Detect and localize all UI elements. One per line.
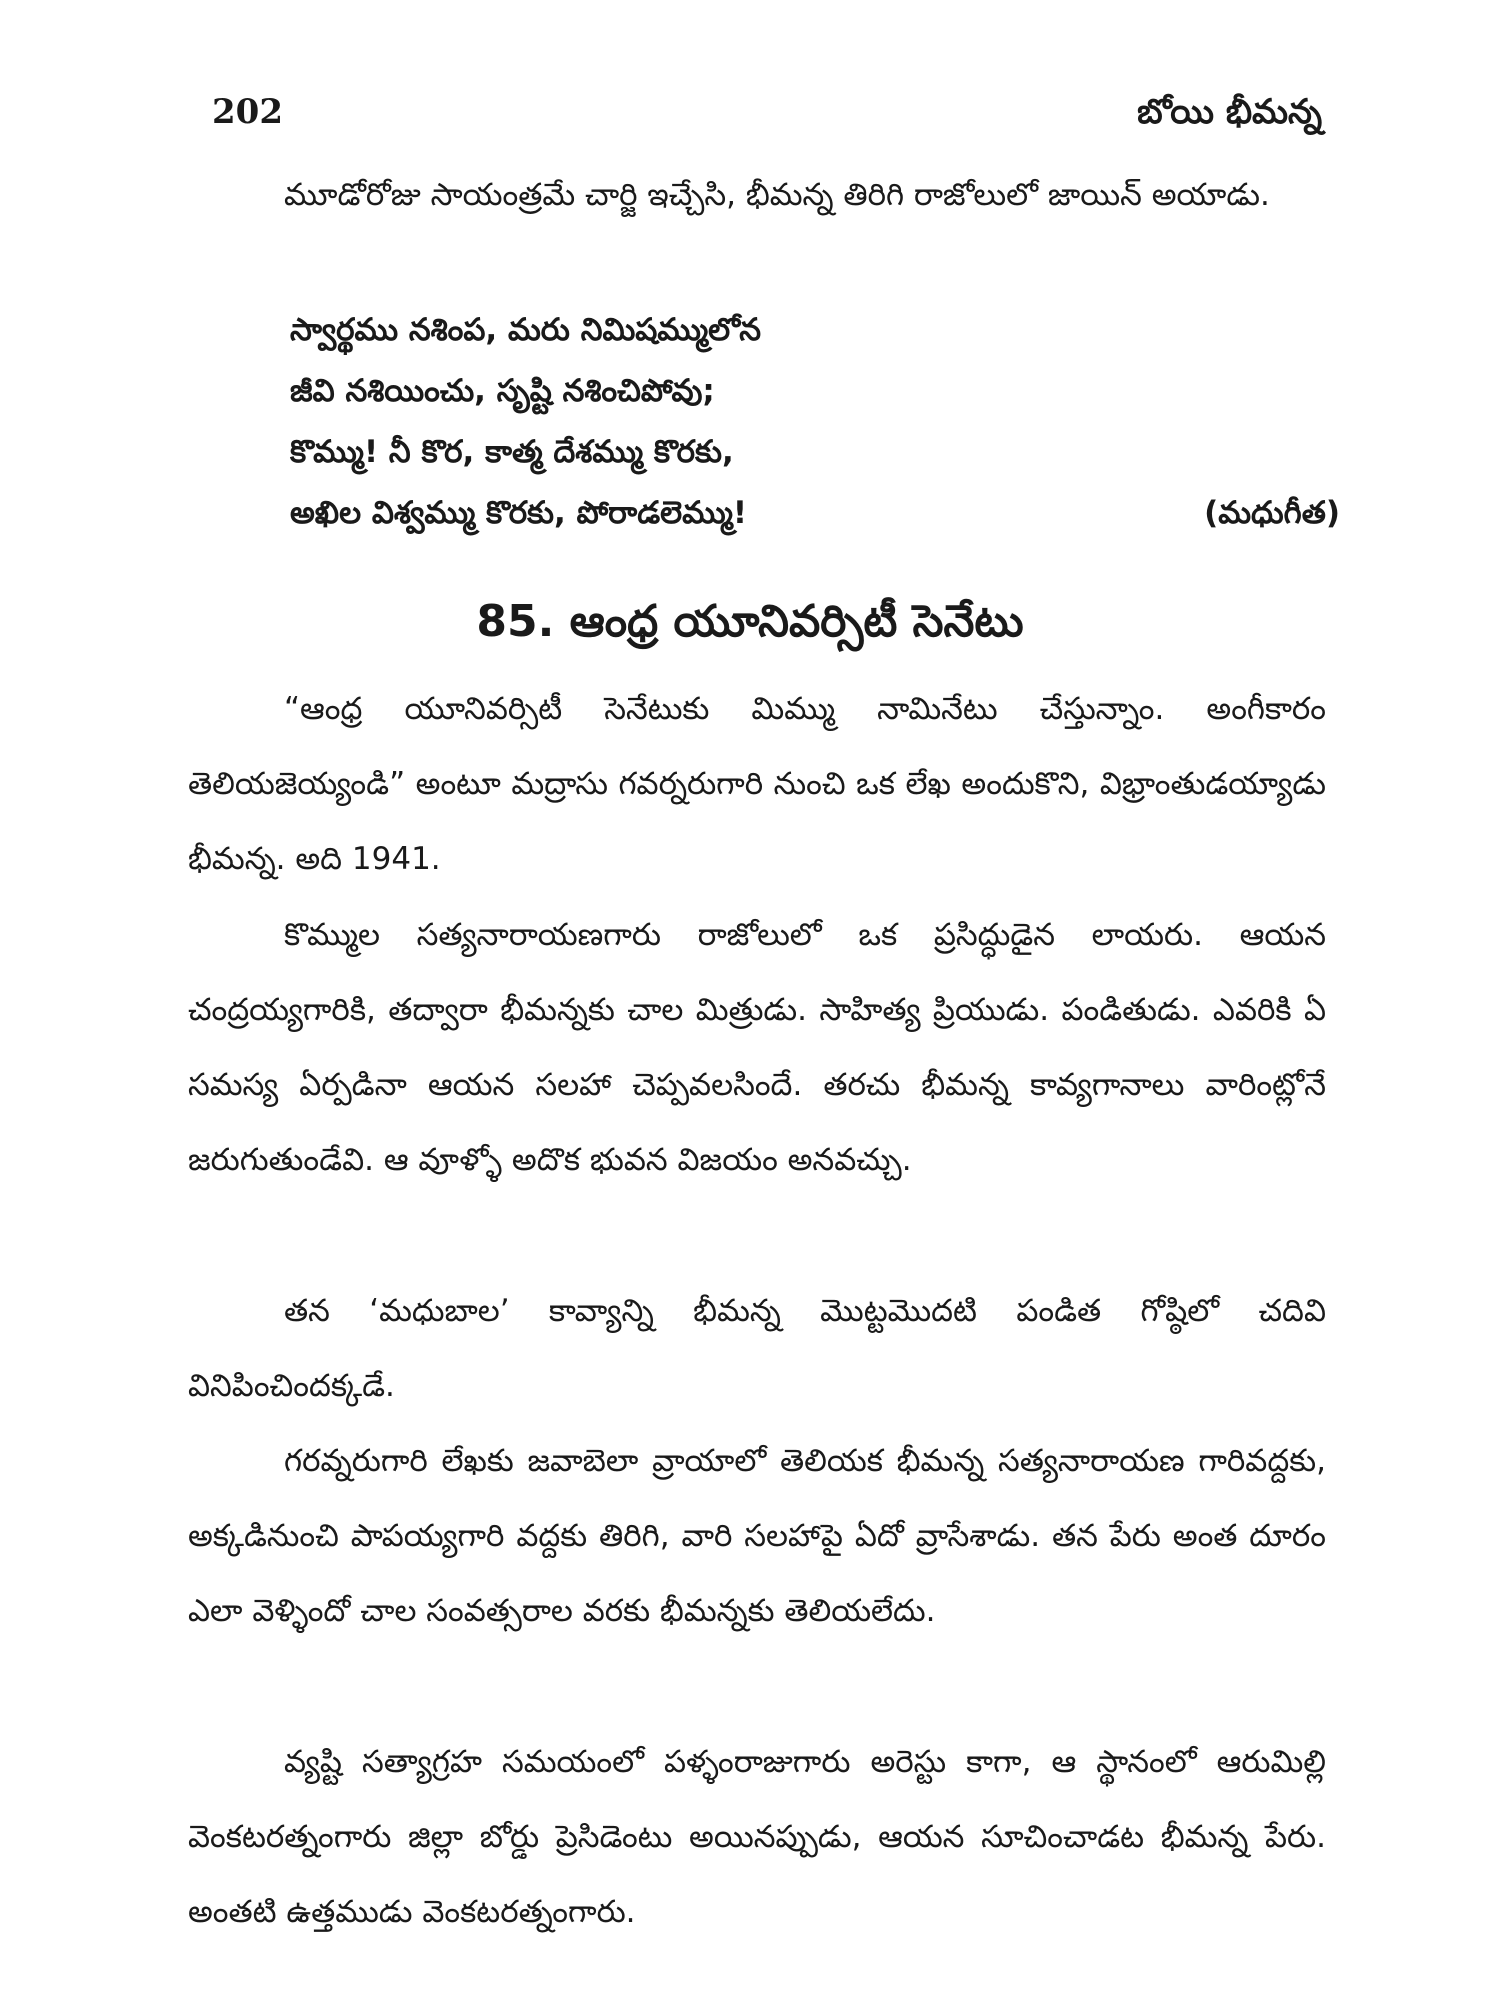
verse-line: అఖిల విశ్వమ్ము కొరకు, పోరాడలెమ్ము! (290, 495, 748, 531)
verse-line: జీవి నశియించు, సృష్టి నశించిపోవు; (290, 373, 715, 409)
body-paragraph: తన ‘మధుబాల’ కావ్యాన్ని భీమన్న మొట్టమొదటి పండిత గోష్ఠిలో చదివి వినిపించిందక్కడే. (188, 1293, 1326, 1404)
verse-source: (మధుగీత) (1204, 495, 1340, 531)
body-paragraph: “ఆంధ్ర యూనివర్సిటీ సెనేటుకు మిమ్ము నామినేటు చేస్తున్నాం. అంగీకారం తెలియజెయ్యండి” అంటూ మద్రాసు గవర్నరుగారి నుంచి ఒక లేఖ అందుకొని, విభ్రాంతుడయ్యాడు భీమన్న. అది 1941. (188, 691, 1326, 877)
opening-paragraph: మూడోరోజు సాయంత్రమే చార్జి ఇచ్చేసి, భీమన్న తిరిగి రాజోలులో జాయిన్ అయాడు. (284, 177, 1270, 213)
page-header (212, 92, 1322, 152)
running-title: బోయి భీమన్న (1137, 92, 1322, 132)
verse-block (290, 300, 1340, 544)
body-paragraph: వ్యష్టి సత్యాగ్రహ సమయంలో పళ్ళంరాజుగారు అరెస్టు కాగా, ఆ స్థానంలో ఆరుమిల్లి వెంకటరత్నంగారు జిల్లా బోర్డు ప్రెసిడెంటు అయినప్పుడు, ఆయన సూచించాడట భీమన్న పేరు. అంతటి ఉత్తముడు వెంకటరత్నంగారు. (188, 1744, 1326, 1930)
page-number: 202 (212, 92, 283, 132)
verse-line: కొమ్ము! నీ కొర, కాత్మ దేశమ్ము కొరకు, (290, 434, 734, 470)
verse-line: స్వార్థము నశింప, మరు నిమిషమ్ములోన (290, 312, 762, 348)
chapter-heading: 85. ఆంధ్ర యూనివర్సిటీ సెనేటు (476, 596, 1024, 647)
body-paragraph: కొమ్ముల సత్యనారాయణగారు రాజోలులో ఒక ప్రసిద్ధుడైన లాయరు. ఆయన చంద్రయ్యగారికి, తద్వారా భీమన్నకు చాల మిత్రుడు. సాహిత్య ప్రియుడు. పండితుడు. ఎవరికి ఏ సమస్య ఏర్పడినా ఆయన సలహా చెప్పవలసిందే. తరచు భీమన్న కావ్యగానాలు వారింట్లోనే జరుగుతుండేవి. ఆ వూళ్ళో అదొక భువన విజయం అనవచ్చు. (188, 917, 1326, 1178)
body-paragraph: గరవ్నరుగారి లేఖకు జవాబెలా వ్రాయాలో తెలియక భీమన్న సత్యనారాయణ గారివద్దకు, అక్కడినుంచి పాపయ్యగారి వద్దకు తిరిగి, వారి సలహాపై ఏదో వ్రాసేశాడు. తన పేరు అంత దూరం ఎలా వెళ్ళిందో చాల సంవత్సరాల వరకు భీమన్నకు తెలియలేదు. (188, 1443, 1326, 1629)
